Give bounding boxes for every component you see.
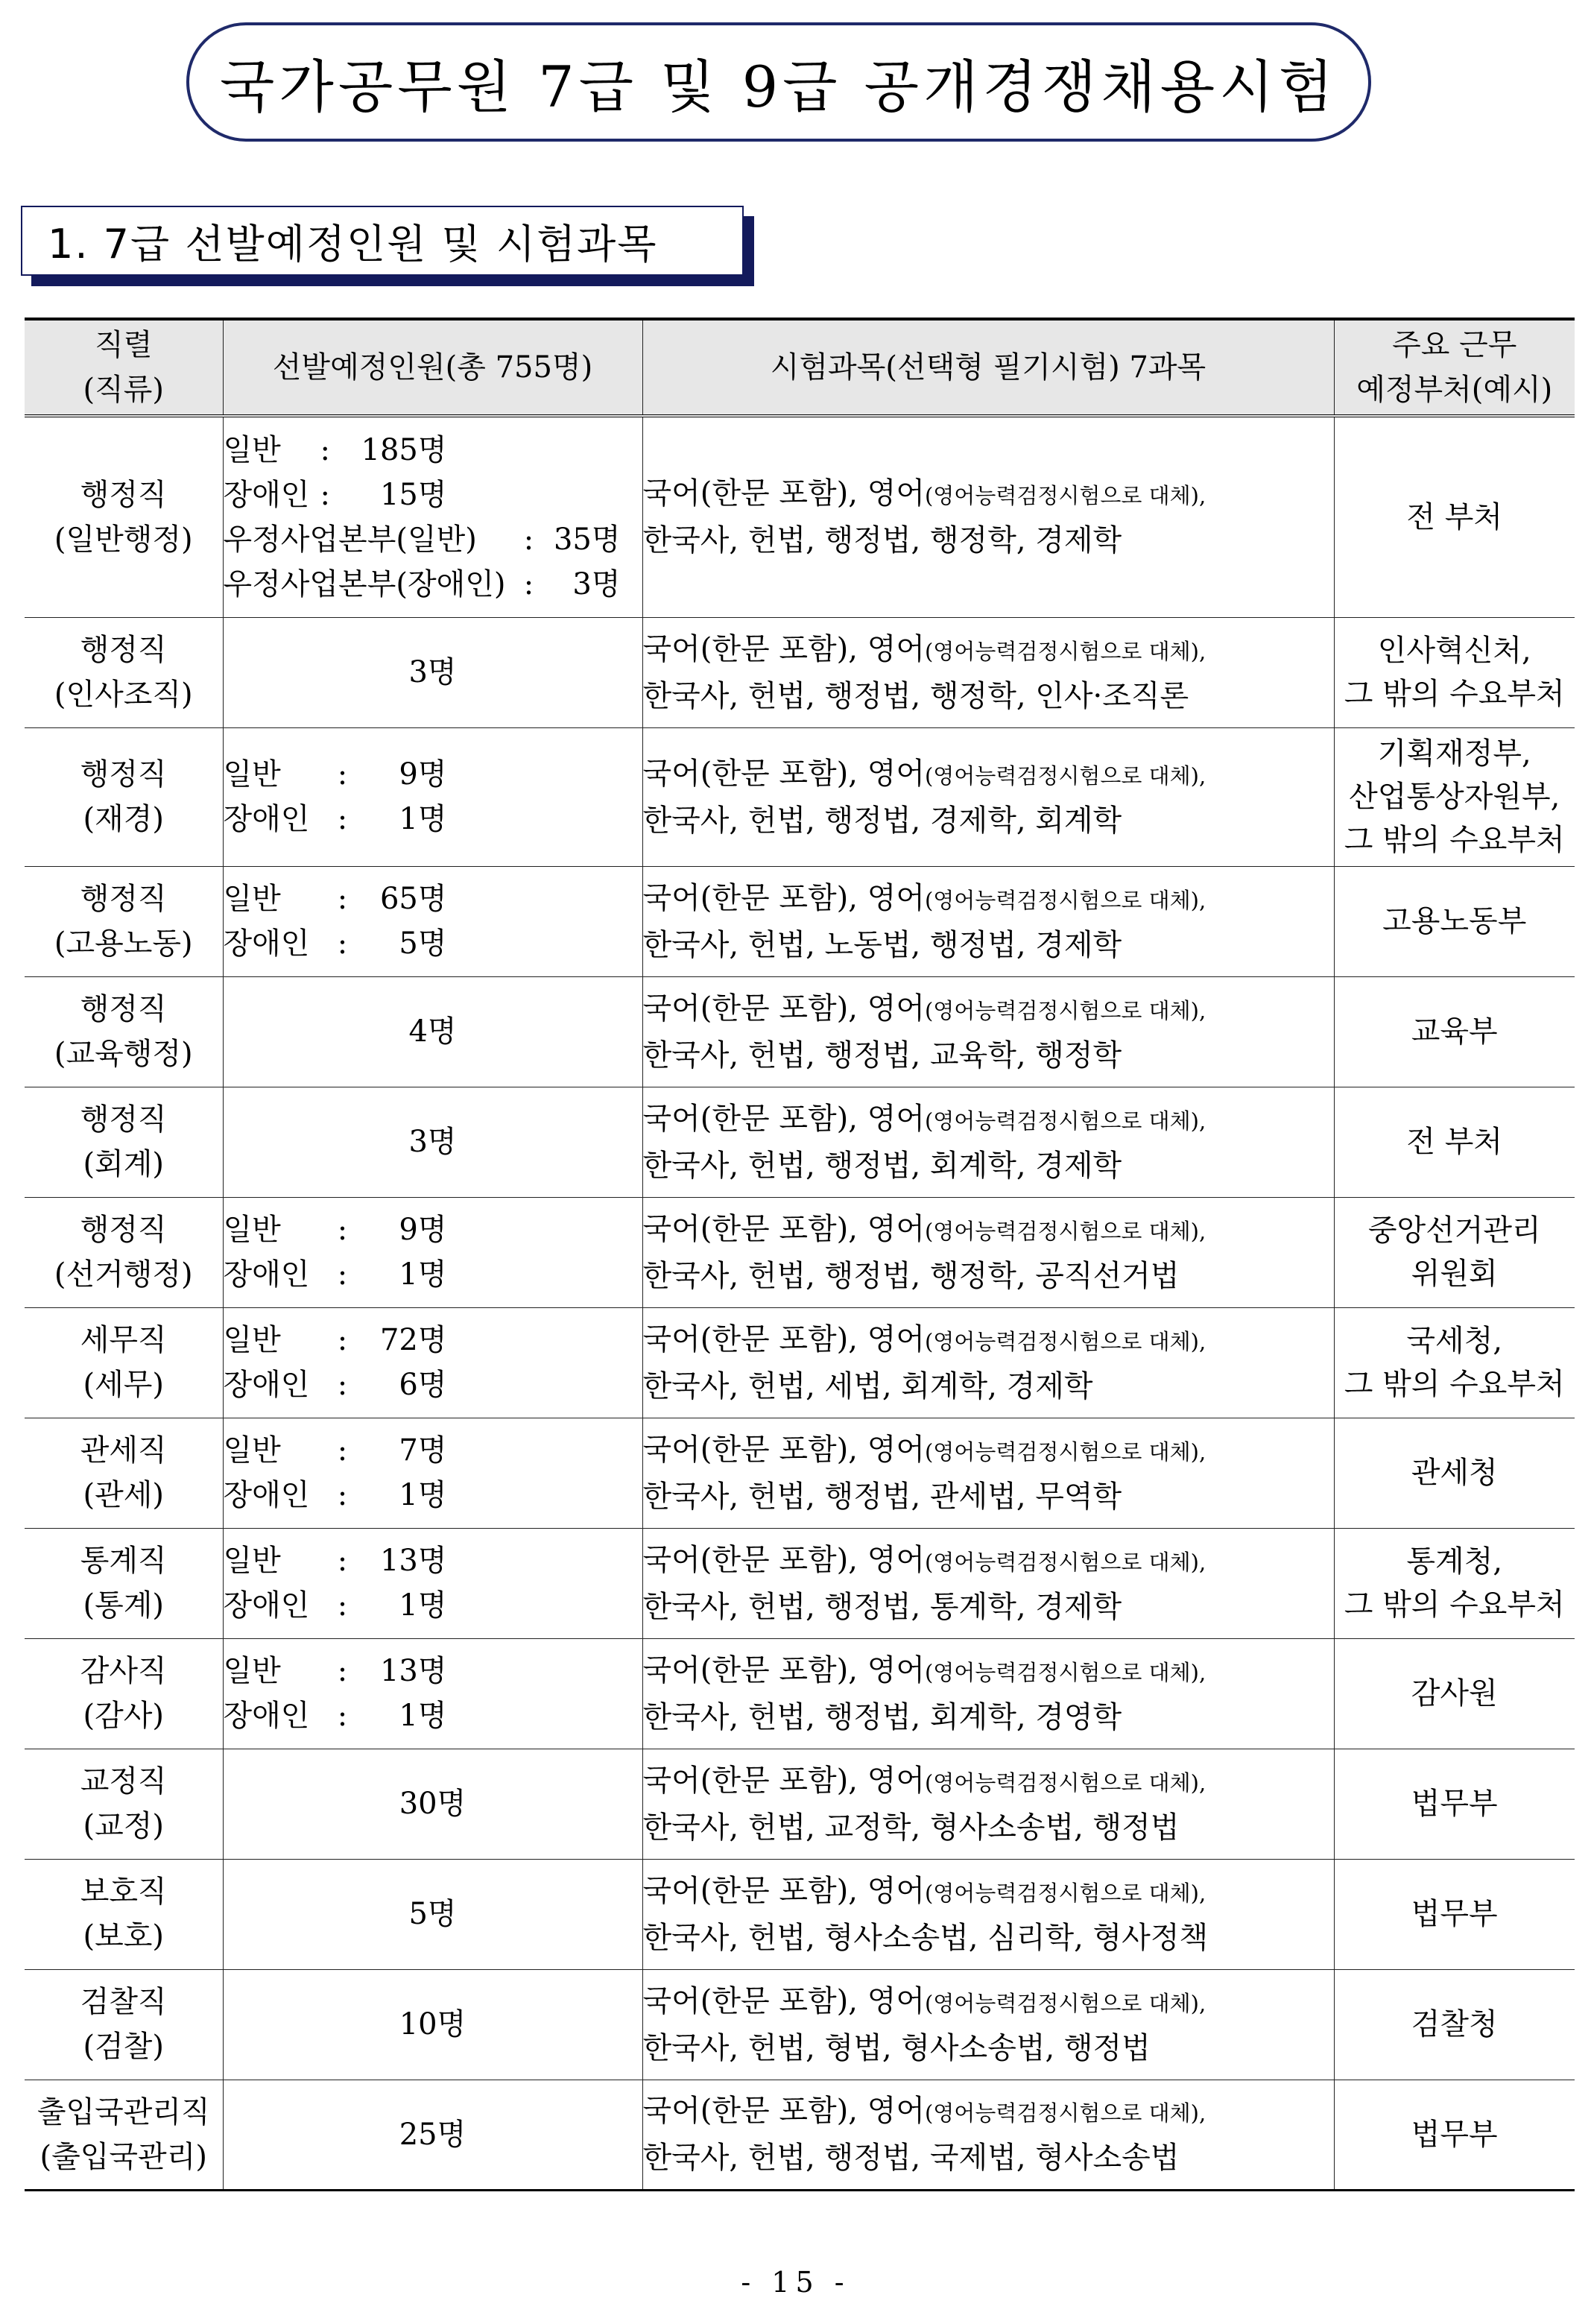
count-label: 장애인: [223, 1478, 310, 1512]
header-dept-line1: 주요 근무: [1392, 328, 1517, 362]
subjects-line2: 한국사, 헌법, 행정법, 경제학, 회계학: [642, 803, 1122, 838]
subjects-main: 국어(한문 포함), 영어: [642, 1542, 925, 1577]
dept-line: 산업통상자원부,: [1349, 780, 1560, 814]
count-number: 15명: [379, 477, 447, 512]
dept-line: 감사원: [1411, 1676, 1498, 1711]
dept-line: 검찰청: [1411, 2007, 1498, 2042]
header-position: [25, 319, 223, 416]
subjects-note: (영어능력검정시험으로 대체),: [924, 1328, 1206, 1354]
cell-count: [223, 1418, 642, 1528]
count-line: [224, 797, 642, 841]
count-label: 일반: [223, 1213, 281, 1247]
cell-subjects: [642, 976, 1334, 1087]
dept-line: 그 밖의 수요부처: [1344, 1588, 1565, 1622]
subjects-line2: 한국사, 헌법, 행정법, 국제법, 형사소송법: [642, 2141, 1180, 2175]
count-line: [224, 877, 642, 921]
cell-subjects: [642, 1197, 1334, 1307]
cell-dept: [1334, 1969, 1575, 2080]
header-count: 선발예정인원(총 755명): [223, 319, 642, 416]
count-number: 35명: [553, 522, 621, 557]
subjects-line1: [643, 1869, 1334, 1916]
position-track: (교정): [83, 1809, 164, 1843]
position-track: (재경): [83, 802, 164, 836]
subjects-note: (영어능력검정시험으로 대체),: [924, 1108, 1206, 1134]
document-title-box: [186, 22, 1371, 142]
count-line: [224, 1693, 642, 1738]
position-name: 통계직: [80, 1544, 167, 1578]
subjects-note: (영어능력검정시험으로 대체),: [924, 1880, 1206, 1906]
cell-dept: [1334, 1418, 1575, 1528]
cell-subjects: [642, 1087, 1334, 1197]
count-label: 장애인: [223, 926, 310, 961]
cell-dept: [1334, 1638, 1575, 1749]
subjects-line1: [643, 986, 1334, 1033]
cell-dept: [1334, 727, 1575, 866]
section-header: [21, 206, 759, 283]
count-number: 1명: [399, 1257, 447, 1292]
cell-dept: [1334, 1528, 1575, 1638]
table-row: [25, 727, 1575, 866]
dept-line: 그 밖의 수요부처: [1344, 677, 1565, 711]
cell-position: [25, 1197, 223, 1307]
count-label: 일반: [223, 757, 281, 792]
position-name: 행정직: [80, 757, 167, 792]
count-line: [224, 473, 642, 517]
subjects-main: 국어(한문 포함), 영어: [642, 631, 925, 666]
subjects-line2: 한국사, 헌법, 행정법, 교육학, 행정학: [642, 1038, 1122, 1073]
cell-position: [25, 416, 223, 617]
count-colon: :: [320, 477, 330, 512]
section-title: 1. 7급 선발예정인원 및 시험과목: [48, 220, 658, 268]
position-track: (인사조직): [54, 678, 193, 712]
position-name: 검찰직: [80, 1985, 167, 2019]
subjects-line2: 한국사, 헌법, 노동법, 행정법, 경제학: [642, 927, 1122, 962]
position-name: 행정직: [80, 992, 167, 1026]
section-header-box: [21, 206, 744, 276]
count-number: 185명: [361, 432, 447, 467]
subjects-line2: 한국사, 헌법, 행정법, 회계학, 경제학: [642, 1148, 1122, 1183]
cell-subjects: [642, 2080, 1334, 2190]
count-label: 장애인: [223, 1368, 310, 1402]
cell-subjects: [642, 1969, 1334, 2080]
count-colon: :: [337, 1433, 348, 1468]
dept-line: 관세청: [1411, 1456, 1498, 1490]
subjects-note: (영어능력검정시험으로 대체),: [924, 887, 1206, 913]
position-track: (선거행정): [54, 1257, 193, 1292]
subjects-main: 국어(한문 포함), 영어: [642, 756, 925, 791]
header-position-line2: (직류): [83, 373, 164, 407]
dept-line: 위원회: [1411, 1257, 1498, 1291]
position-track: (통계): [83, 1588, 164, 1623]
count-colon: :: [337, 1213, 348, 1247]
count-number: 6명: [399, 1368, 447, 1402]
count-colon: :: [337, 1544, 348, 1578]
position-track: (고용노동): [54, 926, 193, 961]
cell-position: [25, 1307, 223, 1418]
count-label: 장애인: [223, 477, 310, 512]
count-line: [224, 517, 642, 562]
dept-line: 기획재정부,: [1377, 736, 1531, 771]
count-number: 1명: [399, 1699, 447, 1733]
count-colon: :: [523, 566, 534, 601]
dept-line: 교육부: [1411, 1014, 1498, 1049]
position-name: 행정직: [80, 633, 167, 667]
count-number: 1명: [399, 1588, 447, 1623]
subjects-line2: 한국사, 헌법, 행정법, 행정학, 인사·조직론: [642, 678, 1189, 713]
subjects-line1: [643, 2088, 1334, 2135]
subjects-note: (영어능력검정시험으로 대체),: [924, 1769, 1206, 1796]
count-colon: :: [337, 882, 348, 916]
count-colon: :: [337, 1478, 348, 1512]
count-label: 우정사업본부(일반): [223, 522, 477, 557]
subjects-note: (영어능력검정시험으로 대체),: [924, 483, 1206, 509]
table-row: [25, 1749, 1575, 1859]
subjects-main: 국어(한문 포함), 영어: [642, 880, 925, 915]
subjects-note: (영어능력검정시험으로 대체),: [924, 1659, 1206, 1685]
count-line: [224, 1583, 642, 1628]
count-number: 1명: [399, 1478, 447, 1512]
cell-count: [223, 1638, 642, 1749]
header-dept: [1334, 319, 1575, 416]
subjects-line1: [643, 1538, 1334, 1585]
cell-count: [223, 416, 642, 617]
subjects-main: 국어(한문 포함), 영어: [642, 1101, 925, 1136]
count-colon: :: [320, 432, 330, 467]
dept-line: 고용노동부: [1382, 904, 1527, 938]
cell-count: 25명: [223, 2080, 642, 2190]
dept-line: 그 밖의 수요부처: [1344, 1367, 1565, 1401]
subjects-note: (영어능력검정시험으로 대체),: [924, 2100, 1206, 2126]
count-label: 우정사업본부(장애인): [223, 566, 506, 601]
table-row: [25, 1528, 1575, 1638]
dept-line: 법무부: [1411, 1787, 1498, 1821]
table-row: [25, 1418, 1575, 1528]
cell-subjects: [642, 866, 1334, 976]
position-track: (관세): [83, 1478, 164, 1512]
count-number: 72명: [379, 1323, 447, 1357]
page-number: - 15 -: [741, 2266, 850, 2299]
subjects-line1: [643, 1207, 1334, 1254]
cell-position: [25, 727, 223, 866]
cell-dept: [1334, 1087, 1575, 1197]
cell-subjects: [642, 617, 1334, 727]
count-number: 13명: [379, 1544, 447, 1578]
cell-position: [25, 617, 223, 727]
cell-position: [25, 1859, 223, 1969]
cell-subjects: [642, 1859, 1334, 1969]
cell-position: [25, 1969, 223, 2080]
count-label: 일반: [223, 1323, 281, 1357]
cell-subjects: [642, 1528, 1334, 1638]
dept-line: 통계청,: [1406, 1544, 1503, 1579]
cell-position: [25, 1749, 223, 1859]
subjects-line2: 한국사, 헌법, 행정법, 행정학, 경제학: [642, 523, 1122, 558]
subjects-main: 국어(한문 포함), 영어: [642, 1322, 925, 1357]
cell-subjects: [642, 727, 1334, 866]
table-row: [25, 416, 1575, 617]
position-track: (보호): [83, 1919, 164, 1954]
table-row: [25, 1307, 1575, 1418]
dept-line: 법무부: [1411, 2117, 1498, 2152]
subjects-main: 국어(한문 포함), 영어: [642, 1432, 925, 1467]
cell-position: [25, 866, 223, 976]
count-label: 일반: [223, 1433, 281, 1468]
table-header-row: [25, 319, 1575, 416]
cell-subjects: [642, 1638, 1334, 1749]
subjects-note: (영어능력검정시험으로 대체),: [924, 762, 1206, 789]
count-label: 장애인: [223, 1699, 310, 1733]
cell-subjects: [642, 1418, 1334, 1528]
count-colon: :: [337, 1257, 348, 1292]
cell-subjects: [642, 1749, 1334, 1859]
count-label: 일반: [223, 432, 281, 467]
dept-line: 인사혁신처,: [1377, 634, 1531, 668]
subjects-line2: 한국사, 헌법, 행정법, 통계학, 경제학: [642, 1589, 1122, 1624]
subjects-line1: [643, 751, 1334, 798]
count-colon: :: [337, 1699, 348, 1733]
count-colon: :: [337, 1368, 348, 1402]
count-line: [224, 921, 642, 966]
cell-position: [25, 1528, 223, 1638]
dept-line: 법무부: [1411, 1897, 1498, 1931]
position-name: 행정직: [80, 477, 167, 512]
count-line: [224, 752, 642, 797]
count-colon: :: [337, 926, 348, 961]
count-line: [224, 1538, 642, 1583]
cell-dept: [1334, 976, 1575, 1087]
count-number: 1명: [399, 802, 447, 836]
position-name: 교정직: [80, 1764, 167, 1799]
cell-subjects: [642, 416, 1334, 617]
count-label: 장애인: [223, 1257, 310, 1292]
document-title: 국가공무원 7급 및 9급 공개경쟁채용시험: [220, 53, 1338, 120]
table-row: [25, 2080, 1575, 2190]
subjects-note: (영어능력검정시험으로 대체),: [924, 638, 1206, 664]
position-name: 출입국관리직: [37, 2094, 210, 2129]
subjects-main: 국어(한문 포함), 영어: [642, 1211, 925, 1246]
cell-subjects: [642, 1307, 1334, 1418]
subjects-note: (영어능력검정시험으로 대체),: [924, 1990, 1206, 2016]
position-track: (세무): [83, 1368, 164, 1402]
subjects-note: (영어능력검정시험으로 대체),: [924, 1549, 1206, 1575]
recruitment-table: [25, 318, 1575, 2191]
cell-dept: [1334, 617, 1575, 727]
position-track: (출입국관리): [39, 2139, 207, 2174]
subjects-line1: [643, 1648, 1334, 1695]
count-colon: :: [337, 757, 348, 792]
count-number: 9명: [399, 757, 447, 792]
header-dept-line2: 예정부처(예시): [1356, 373, 1553, 407]
cell-dept: [1334, 1859, 1575, 1969]
subjects-line1: [643, 1096, 1334, 1143]
cell-count: [223, 1307, 642, 1418]
table-row: [25, 976, 1575, 1087]
header-position-line1: 직렬: [95, 328, 153, 362]
subjects-line2: 한국사, 헌법, 행정법, 회계학, 경영학: [642, 1699, 1122, 1734]
position-name: 감사직: [80, 1654, 167, 1688]
position-name: 행정직: [80, 1102, 167, 1137]
subjects-main: 국어(한문 포함), 영어: [642, 1763, 925, 1798]
subjects-line1: [643, 1317, 1334, 1364]
count-line: [224, 1428, 642, 1473]
subjects-line1: [643, 471, 1334, 518]
count-colon: :: [337, 1654, 348, 1688]
cell-count: [223, 727, 642, 866]
table-row: [25, 1197, 1575, 1307]
cell-dept: [1334, 416, 1575, 617]
position-track: (감사): [83, 1699, 164, 1733]
count-number: 5명: [399, 926, 447, 961]
dept-line: 국세청,: [1406, 1324, 1503, 1358]
count-label: 일반: [223, 1544, 281, 1578]
table-row: [25, 1638, 1575, 1749]
count-label: 일반: [223, 1654, 281, 1688]
table-row: [25, 1969, 1575, 2080]
count-line: [224, 1318, 642, 1362]
cell-count: [223, 1197, 642, 1307]
cell-count: 30명: [223, 1749, 642, 1859]
count-line: [224, 1207, 642, 1252]
count-line: [224, 1473, 642, 1518]
count-line: [224, 562, 642, 607]
count-colon: :: [337, 1323, 348, 1357]
subjects-line2: 한국사, 헌법, 형사소송법, 심리학, 형사정책: [642, 1920, 1209, 1955]
subjects-main: 국어(한문 포함), 영어: [642, 991, 925, 1026]
subjects-main: 국어(한문 포함), 영어: [642, 476, 925, 511]
count-line: [224, 1362, 642, 1407]
dept-line: 전 부처: [1406, 1125, 1503, 1159]
subjects-line2: 한국사, 헌법, 형법, 형사소송법, 행정법: [642, 2030, 1151, 2065]
dept-line: 중앙선거관리: [1367, 1213, 1541, 1248]
position-name: 관세직: [80, 1433, 167, 1468]
count-number: 7명: [399, 1433, 447, 1468]
subjects-line2: 한국사, 헌법, 행정법, 관세법, 무역학: [642, 1479, 1122, 1514]
subjects-line2: 한국사, 헌법, 세법, 회계학, 경제학: [642, 1368, 1093, 1403]
subjects-line2: 한국사, 헌법, 행정법, 행정학, 공직선거법: [642, 1258, 1180, 1293]
position-name: 행정직: [80, 1213, 167, 1247]
cell-count: [223, 866, 642, 976]
count-line: [224, 428, 642, 473]
table-row: [25, 866, 1575, 976]
subjects-line1: [643, 1979, 1334, 2026]
count-label: 장애인: [223, 802, 310, 836]
count-number: 65명: [379, 882, 447, 916]
cell-count: 10명: [223, 1969, 642, 2080]
table-body: [25, 416, 1575, 2190]
dept-line: 그 밖의 수요부처: [1344, 823, 1565, 857]
table-row: [25, 617, 1575, 727]
subjects-line1: [643, 876, 1334, 923]
cell-position: [25, 1638, 223, 1749]
subjects-note: (영어능력검정시험으로 대체),: [924, 1439, 1206, 1465]
subjects-main: 국어(한문 포함), 영어: [642, 2094, 925, 2128]
position-track: (회계): [83, 1147, 164, 1181]
count-number: 3명: [572, 566, 621, 601]
cell-count: 4명: [223, 976, 642, 1087]
count-number: 13명: [379, 1654, 447, 1688]
subjects-main: 국어(한문 포함), 영어: [642, 1652, 925, 1687]
subjects-main: 국어(한문 포함), 영어: [642, 1873, 925, 1908]
subjects-note: (영어능력검정시험으로 대체),: [924, 1218, 1206, 1244]
count-colon: :: [523, 522, 534, 557]
count-line: [224, 1252, 642, 1297]
cell-dept: [1334, 1307, 1575, 1418]
count-label: 일반: [223, 882, 281, 916]
position-track: (일반행정): [54, 522, 193, 557]
subjects-line1: [643, 627, 1334, 674]
dept-line: 전 부처: [1406, 499, 1503, 534]
cell-dept: [1334, 866, 1575, 976]
cell-dept: [1334, 1197, 1575, 1307]
cell-count: 3명: [223, 1087, 642, 1197]
count-colon: :: [337, 1588, 348, 1623]
cell-position: [25, 976, 223, 1087]
position-track: (검찰): [83, 2030, 164, 2064]
count-line: [224, 1649, 642, 1693]
subjects-main: 국어(한문 포함), 영어: [642, 1983, 925, 2018]
position-name: 세무직: [80, 1323, 167, 1357]
position-track: (교육행정): [54, 1037, 193, 1071]
count-label: 장애인: [223, 1588, 310, 1623]
table-row: [25, 1859, 1575, 1969]
cell-position: [25, 2080, 223, 2190]
subjects-note: (영어능력검정시험으로 대체),: [924, 997, 1206, 1023]
subjects-line1: [643, 1427, 1334, 1474]
position-name: 보호직: [80, 1875, 167, 1909]
position-name: 행정직: [80, 882, 167, 916]
cell-count: [223, 1528, 642, 1638]
cell-position: [25, 1418, 223, 1528]
count-colon: :: [337, 802, 348, 836]
count-number: 9명: [399, 1213, 447, 1247]
subjects-line2: 한국사, 헌법, 교정학, 형사소송법, 행정법: [642, 1810, 1180, 1845]
cell-dept: [1334, 2080, 1575, 2190]
subjects-line1: [643, 1758, 1334, 1805]
cell-dept: [1334, 1749, 1575, 1859]
table-row: [25, 1087, 1575, 1197]
cell-count: 3명: [223, 617, 642, 727]
cell-position: [25, 1087, 223, 1197]
header-subjects: 시험과목(선택형 필기시험) 7과목: [642, 319, 1334, 416]
cell-count: 5명: [223, 1859, 642, 1969]
